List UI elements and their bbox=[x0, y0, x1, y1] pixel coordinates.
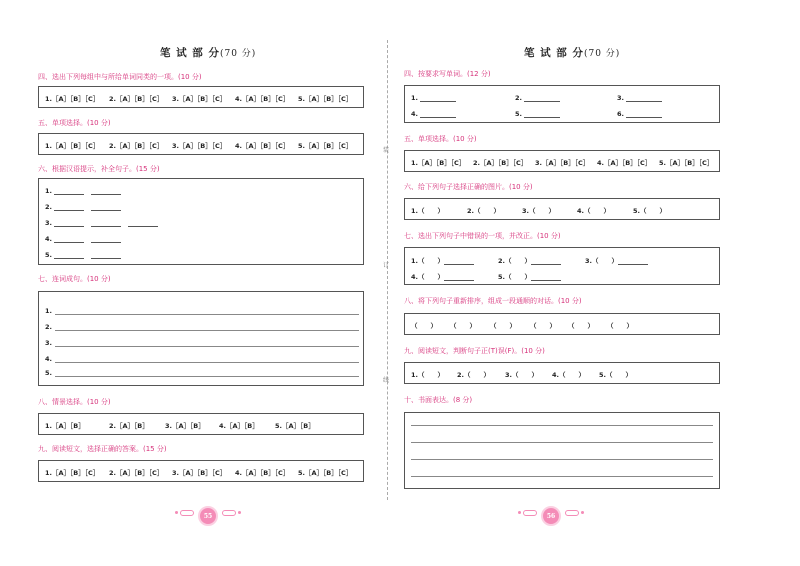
question-7-label: 七、选出下列句子中错误的一项，并改正。(10 分) bbox=[404, 232, 561, 240]
answer-choice[interactable]: 1.［A］［B］［C］ bbox=[45, 142, 100, 150]
answer-choice[interactable]: 3.［A］［B］［C］ bbox=[172, 95, 227, 103]
binding-mark-2: 订 bbox=[383, 262, 390, 269]
correct-row-5[interactable]: 5.（ ） bbox=[498, 272, 561, 281]
answer-choice[interactable]: 5.（ ） bbox=[599, 371, 632, 379]
answer-choice[interactable]: 3.（ ） bbox=[522, 207, 555, 215]
decor-swirl-right bbox=[222, 510, 236, 516]
question-9-label: 九、阅读短文，选择正确的答案。(15 分) bbox=[38, 445, 167, 453]
question-10-label: 十、书面表达。(8 分) bbox=[404, 396, 473, 404]
answer-choice[interactable]: 4.［A］［B］ bbox=[219, 422, 259, 430]
answer-choice[interactable]: 4.（ ） bbox=[552, 371, 585, 379]
writing-line[interactable] bbox=[411, 459, 713, 460]
answer-choice[interactable]: 2.［A］［B］ bbox=[109, 422, 149, 430]
page-left bbox=[0, 0, 385, 566]
order-slot[interactable]: （ ） bbox=[450, 322, 476, 330]
answer-choice[interactable]: 5.［A］［B］［C］ bbox=[298, 469, 353, 477]
writing-line[interactable] bbox=[55, 314, 359, 315]
question-5-label: 五、单项选择。(10 分) bbox=[404, 135, 477, 143]
fill-row-4[interactable]: 4. bbox=[45, 235, 121, 243]
writing-line[interactable] bbox=[411, 442, 713, 443]
binding-mark-1: 装 bbox=[383, 147, 390, 154]
order-slot[interactable]: （ ） bbox=[490, 322, 516, 330]
answer-box-q7 bbox=[38, 291, 364, 386]
fill-row-5[interactable]: 5. bbox=[45, 251, 121, 259]
fill-row-2[interactable]: 2. bbox=[45, 203, 121, 211]
binding-mark-3: 线 bbox=[383, 377, 390, 384]
question-7-label: 七、连词成句。(10 分) bbox=[38, 275, 111, 283]
writing-line[interactable] bbox=[55, 376, 359, 377]
word-row-2[interactable]: 2. bbox=[515, 94, 560, 102]
answer-choice[interactable]: 2.［A］［B］［C］ bbox=[109, 95, 164, 103]
answer-choice[interactable]: 2.（ ） bbox=[467, 207, 500, 215]
answer-choice[interactable]: 3.（ ） bbox=[505, 371, 538, 379]
writing-line[interactable] bbox=[411, 476, 713, 477]
answer-choice[interactable]: 3.［A］［B］ bbox=[165, 422, 205, 430]
answer-choice[interactable]: 4.［A］［B］［C］ bbox=[235, 469, 290, 477]
answer-choice[interactable]: 1.［A］［B］［C］ bbox=[411, 159, 466, 167]
question-9-label: 九、阅读短文，判断句子正(T)误(F)。(10 分) bbox=[404, 347, 545, 355]
order-slot[interactable]: （ ） bbox=[411, 322, 437, 330]
binding-line bbox=[387, 40, 388, 500]
page-number-flower bbox=[198, 506, 218, 526]
answer-choice[interactable]: 5.［A］［B］ bbox=[275, 422, 315, 430]
answer-box-q10 bbox=[404, 412, 720, 489]
writing-line[interactable] bbox=[411, 425, 713, 426]
question-8-label: 八、将下列句子重新排序，组成一段通顺的对话。(10 分) bbox=[404, 297, 582, 305]
decor-swirl-right bbox=[565, 510, 579, 516]
answer-choice[interactable]: 4.［A］［B］［C］ bbox=[235, 142, 290, 150]
question-6-label: 六、根据汉语提示，补全句子。(15 分) bbox=[38, 165, 160, 173]
answer-choice[interactable]: 1.［A］［B］ bbox=[45, 422, 85, 430]
word-row-4[interactable]: 4. bbox=[411, 110, 456, 118]
page-right bbox=[390, 0, 800, 566]
answer-choice[interactable]: 3.［A］［B］［C］ bbox=[172, 142, 227, 150]
page-title: 笔 试 部 分(70 分) bbox=[160, 47, 257, 59]
writing-line[interactable] bbox=[55, 346, 359, 347]
answer-choice[interactable]: 1.（ ） bbox=[411, 207, 444, 215]
answer-choice[interactable]: 4.［A］［B］［C］ bbox=[597, 159, 652, 167]
writing-line[interactable] bbox=[55, 330, 359, 331]
decor-dot bbox=[175, 511, 178, 514]
decor-dot bbox=[518, 511, 521, 514]
word-row-3[interactable]: 3. bbox=[617, 94, 662, 102]
answer-choice[interactable]: 2.［A］［B］［C］ bbox=[109, 142, 164, 150]
answer-box-q7 bbox=[404, 247, 720, 285]
answer-choice[interactable]: 5.（ ） bbox=[633, 207, 666, 215]
question-6-label: 六、给下列句子选择正确的图片。(10 分) bbox=[404, 183, 533, 191]
decor-swirl-left bbox=[180, 510, 194, 516]
answer-choice[interactable]: 3.［A］［B］［C］ bbox=[172, 469, 227, 477]
answer-choice[interactable]: 5.［A］［B］［C］ bbox=[298, 142, 353, 150]
fill-row-3[interactable]: 3. bbox=[45, 219, 158, 227]
page-number: 55 bbox=[203, 513, 213, 520]
answer-choice[interactable]: 5.［A］［B］［C］ bbox=[659, 159, 714, 167]
answer-box-q8 bbox=[38, 413, 364, 435]
answer-choice[interactable]: 4.［A］［B］［C］ bbox=[235, 95, 290, 103]
line-label-5: 5. bbox=[45, 369, 52, 377]
answer-box-q5 bbox=[404, 150, 720, 172]
order-slot[interactable]: （ ） bbox=[530, 322, 556, 330]
question-5-label: 五、单项选择。(10 分) bbox=[38, 119, 111, 127]
correct-row-4[interactable]: 4.（ ） bbox=[411, 272, 474, 281]
page-number: 56 bbox=[546, 513, 556, 520]
question-8-label: 八、情景选择。(10 分) bbox=[38, 398, 111, 406]
decor-swirl-left bbox=[523, 510, 537, 516]
answer-choice[interactable]: 3.［A］［B］［C］ bbox=[535, 159, 590, 167]
answer-choice[interactable]: 1.［A］［B］［C］ bbox=[45, 469, 100, 477]
answer-choice[interactable]: 1.［A］［B］［C］ bbox=[45, 95, 100, 103]
page-number-flower bbox=[541, 506, 561, 526]
word-row-5[interactable]: 5. bbox=[515, 110, 560, 118]
correct-row-3[interactable]: 3.（ ） bbox=[585, 256, 648, 265]
answer-choice[interactable]: 4.（ ） bbox=[577, 207, 610, 215]
decor-dot bbox=[238, 511, 241, 514]
order-slot[interactable]: （ ） bbox=[568, 322, 594, 330]
writing-line[interactable] bbox=[55, 362, 359, 363]
answer-box-q5 bbox=[38, 133, 364, 155]
answer-box-q4 bbox=[38, 86, 364, 108]
order-slot[interactable]: （ ） bbox=[607, 322, 633, 330]
answer-box-q4 bbox=[404, 85, 720, 123]
question-4-label: 四、按要求写单词。(12 分) bbox=[404, 70, 491, 78]
word-row-6[interactable]: 6. bbox=[617, 110, 662, 118]
answer-choice[interactable]: 2.（ ） bbox=[457, 371, 490, 379]
line-label-2: 2. bbox=[45, 323, 52, 331]
answer-box-q6 bbox=[404, 198, 720, 220]
answer-choice[interactable]: 1.（ ） bbox=[411, 371, 444, 379]
answer-choice[interactable]: 2.［A］［B］［C］ bbox=[473, 159, 528, 167]
line-label-1: 1. bbox=[45, 307, 52, 315]
fill-row-1[interactable]: 1. bbox=[45, 187, 121, 195]
line-label-3: 3. bbox=[45, 339, 52, 347]
answer-choice[interactable]: 2.［A］［B］［C］ bbox=[109, 469, 164, 477]
correct-row-2[interactable]: 2.（ ） bbox=[498, 256, 561, 265]
answer-choice[interactable]: 5.［A］［B］［C］ bbox=[298, 95, 353, 103]
answer-box-q6 bbox=[38, 178, 364, 265]
word-row-1[interactable]: 1. bbox=[411, 94, 456, 102]
answer-box-q9 bbox=[404, 362, 720, 384]
answer-box-q8 bbox=[404, 313, 720, 335]
page-title: 笔 试 部 分(70 分) bbox=[524, 47, 621, 59]
question-4-label: 四、选出下列每组中与所给单词同类的一项。(10 分) bbox=[38, 73, 202, 81]
decor-dot bbox=[581, 511, 584, 514]
correct-row-1[interactable]: 1.（ ） bbox=[411, 256, 474, 265]
line-label-4: 4. bbox=[45, 355, 52, 363]
answer-box-q9 bbox=[38, 460, 364, 482]
